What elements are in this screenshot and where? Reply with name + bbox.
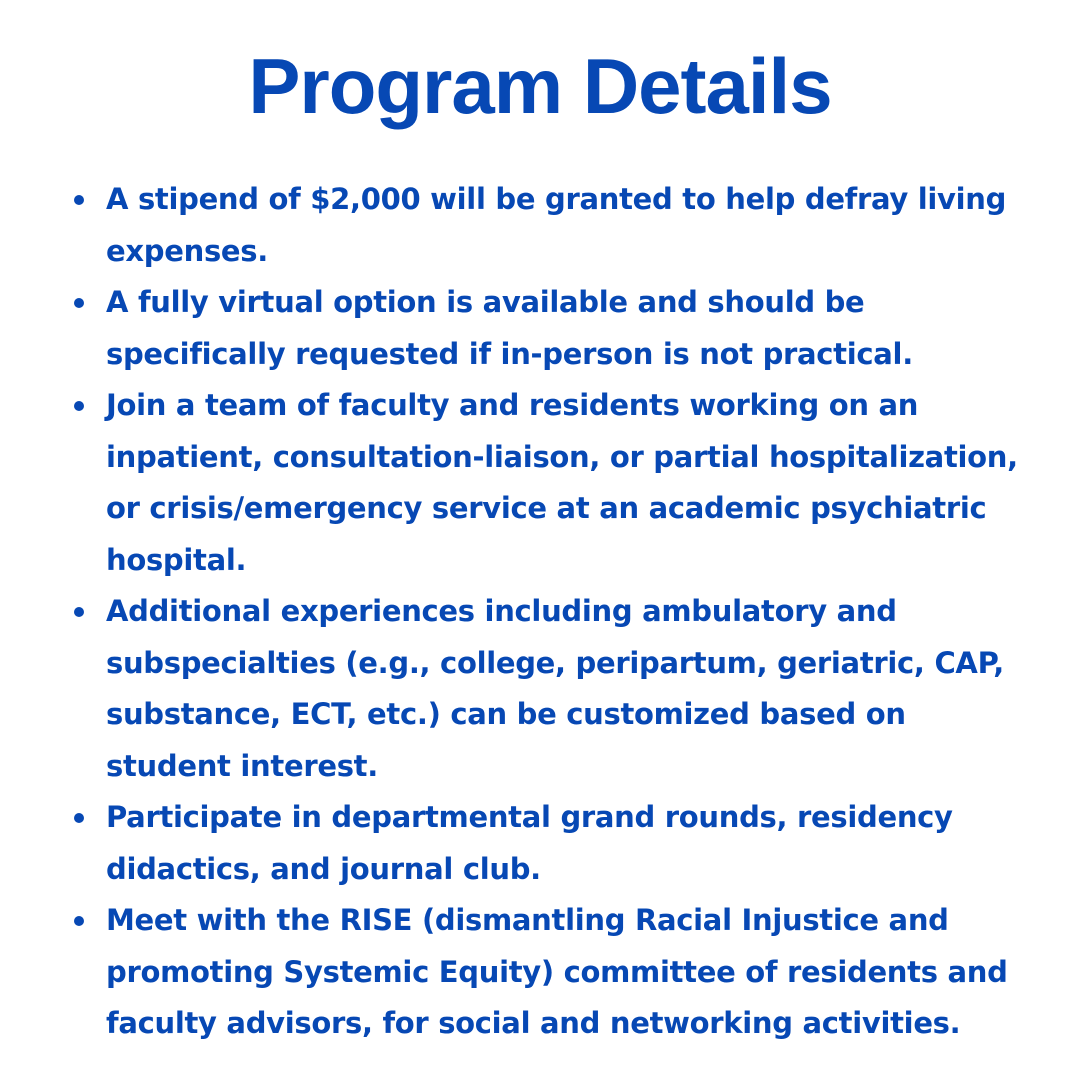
list-item-text: Additional experiences including ambulatory and subspecialties (e.g., college, peripartum, geriatric, CAP, substance, ECT, etc.) can be customized based on student interest. bbox=[106, 594, 1004, 783]
list-item-text: Meet with the RISE (dismantling Racial Injustice and promoting Systemic Equity) committee of residents and faculty advisors, for social and networking activities. bbox=[106, 903, 1008, 1040]
bullet-icon bbox=[74, 401, 84, 411]
program-details-list bbox=[68, 174, 1040, 1050]
page-title: Program Details bbox=[248, 42, 832, 130]
list-item-text: A fully virtual option is available and should be specifically requested if in-person is not practical. bbox=[106, 285, 913, 371]
list-item bbox=[68, 380, 1040, 586]
bullet-icon bbox=[74, 298, 84, 308]
bullet-icon bbox=[74, 813, 84, 823]
bullet-icon bbox=[74, 195, 84, 205]
list-item bbox=[68, 586, 1040, 792]
list-item bbox=[68, 174, 1040, 277]
bullet-icon bbox=[74, 916, 84, 926]
list-item bbox=[68, 792, 1040, 895]
bullet-icon bbox=[74, 607, 84, 617]
list-item bbox=[68, 895, 1040, 1050]
list-item-text: Participate in departmental grand rounds, residency didactics, and journal club. bbox=[106, 800, 953, 886]
list-item-text: A stipend of $2,000 will be granted to help defray living expenses. bbox=[106, 182, 1007, 268]
list-item-text: Join a team of faculty and residents working on an inpatient, consultation-liaison, or partial hospitalization, or crisis/emergency service at an academic psychiatric hospital. bbox=[106, 388, 1018, 577]
list-item bbox=[68, 277, 1040, 380]
